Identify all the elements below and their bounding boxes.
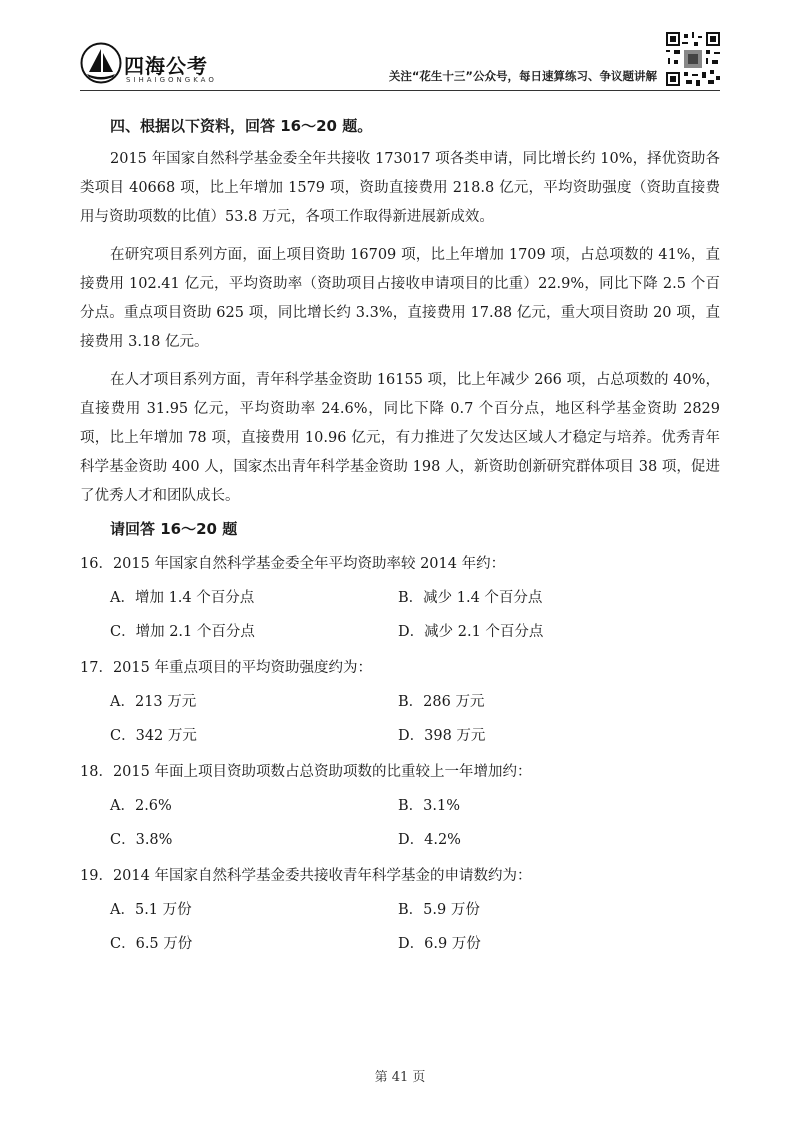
option-row bbox=[80, 581, 720, 615]
question-stem: 16．2015 年国家自然科学基金委全年平均资助率较 2014 年约： bbox=[80, 556, 506, 572]
question-18 bbox=[80, 755, 720, 857]
question-stem: 19．2014 年国家自然科学基金委共接收青年科学基金的申请数约为： bbox=[80, 868, 532, 884]
option-row bbox=[80, 615, 720, 649]
question-16 bbox=[80, 547, 720, 649]
option-c: C．3.8% bbox=[110, 832, 173, 848]
option-c: C．342 万元 bbox=[110, 728, 197, 744]
option-row bbox=[80, 823, 720, 857]
option-row bbox=[80, 789, 720, 823]
option-d: D．6.9 万份 bbox=[398, 936, 481, 952]
header-slogan: 关注“花生十三”公众号，每日速算练习、争议题讲解 bbox=[388, 69, 657, 83]
questions-heading: 请回答 16～20 题 bbox=[110, 520, 238, 538]
option-row bbox=[80, 685, 720, 719]
question-stem: 17．2015 年重点项目的平均资助强度约为： bbox=[80, 660, 372, 676]
option-b: B．5.9 万份 bbox=[398, 902, 480, 918]
question-stem: 18．2015 年面上项目资助项数占总资助项数的比重较上一年增加约： bbox=[80, 764, 532, 780]
option-d: D．398 万元 bbox=[398, 728, 486, 744]
page-number: 第 41 页 bbox=[374, 1070, 426, 1085]
option-b: B．3.1% bbox=[398, 798, 460, 814]
question-19 bbox=[80, 859, 720, 961]
option-a: A．5.1 万份 bbox=[110, 902, 192, 918]
option-row bbox=[80, 927, 720, 961]
sailboat-logo-icon bbox=[80, 42, 122, 84]
option-c: C．增加 2.1 个百分点 bbox=[110, 624, 255, 640]
header-divider bbox=[80, 90, 720, 91]
material-paragraph: 在人才项目系列方面，青年科学基金资助 16155 项，比上年减少 266 项，占总项数的 40%，直接费用 31.95 亿元，平均资助率 24.6%，同比下降 0.7 个百分点，地区科学基金资助 2829 项，比上年增加 78 项，直接费用 10.96 亿元，有力推进了欠发达区域人才稳定与培养。优秀青年科学基金资助 400 人，国家杰出青年科学基金资助 198 人，新资助创新研究群体项目 38 项，促进了优秀人才和团队成长。 bbox=[80, 372, 720, 504]
option-d: D．减少 2.1 个百分点 bbox=[398, 624, 544, 640]
section-title: 四、根据以下资料，回答 16～20 题。 bbox=[110, 117, 373, 135]
material-paragraph: 在研究项目系列方面，面上项目资助 16709 项，比上年增加 1709 项，占总项数的 41%，直接费用 102.41 亿元，平均资助率（资助项目占接收申请项目的比重）22.9%，同比下降 2.5 个百分点。重点项目资助 625 项，同比增长约 3.3%，直接费用 17.88 亿元，重大项目资助 20 项，直接费用 3.18 亿元。 bbox=[80, 247, 720, 350]
option-d: D．4.2% bbox=[398, 832, 461, 848]
option-row bbox=[80, 719, 720, 753]
option-b: B．减少 1.4 个百分点 bbox=[398, 590, 543, 606]
option-a: A．增加 1.4 个百分点 bbox=[110, 590, 255, 606]
material-paragraph: 2015 年国家自然科学基金委全年共接收 173017 项各类申请，同比增长约 10%，择优资助各类项目 40668 项，比上年增加 1579 项，资助直接费用 218.8 亿元，平均资助强度（资助直接费用与资助项数的比值）53.8 万元，各项工作取得新进展新成效。 bbox=[80, 151, 720, 225]
qr-code-icon bbox=[666, 32, 720, 86]
brand-pinyin: SIHAIGONGKAO bbox=[126, 76, 217, 84]
option-c: C．6.5 万份 bbox=[110, 936, 193, 952]
option-b: B．286 万元 bbox=[398, 694, 485, 710]
question-17 bbox=[80, 651, 720, 753]
page-header bbox=[0, 0, 800, 100]
option-a: A．213 万元 bbox=[110, 694, 197, 710]
option-row bbox=[80, 893, 720, 927]
option-a: A．2.6% bbox=[110, 798, 172, 814]
brand-name: 四海公考 bbox=[124, 54, 208, 78]
page-content bbox=[80, 110, 720, 961]
